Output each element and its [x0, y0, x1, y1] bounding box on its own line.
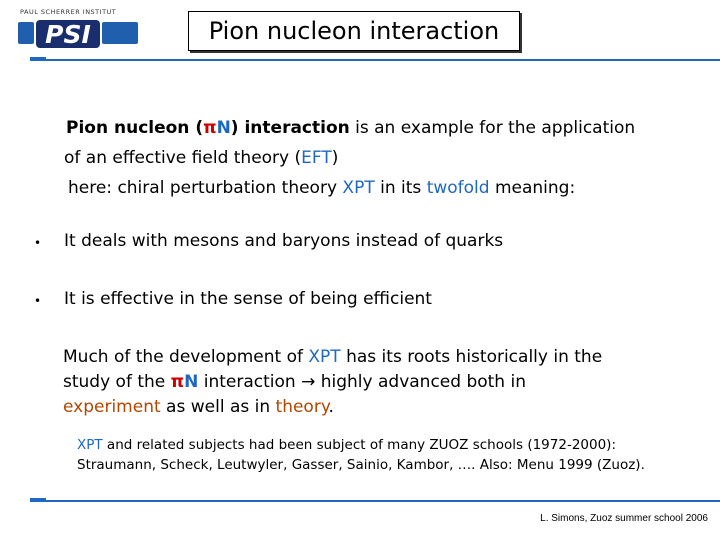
logo-caption: PAUL SCHERRER INSTITUT	[20, 8, 117, 16]
bullet-2-marker: •	[34, 294, 42, 308]
intro-line-3	[68, 176, 575, 200]
page-title: Pion nucleon interaction	[188, 11, 520, 51]
footer-rule	[30, 500, 720, 502]
intro-bold-2: ) interaction	[230, 118, 350, 138]
header-rule	[30, 59, 720, 61]
note-line-2: Straumann, Scheck, Leutwyler, Gasser, Sainio, Kambor, …. Also: Menu 1999 (Zuoz).	[77, 457, 645, 473]
experiment-term: experiment	[63, 397, 161, 417]
xpt-term-3: XPT	[77, 437, 103, 453]
note-line-1	[77, 435, 616, 455]
theory-term: theory	[275, 397, 329, 417]
intro-text-2a: of an effective field theory (	[64, 148, 302, 168]
xpt-term: XPT	[342, 178, 375, 198]
note-text-1: and related subjects had been subject of many ZUOZ schools (1972-2000):	[102, 437, 616, 453]
para-text-1a: Much of the development of	[63, 347, 309, 367]
intro-text-3c: meaning:	[489, 178, 576, 198]
psi-logo-graphic	[18, 18, 138, 52]
para-line-1	[63, 345, 602, 369]
intro-text-3b: in its	[374, 178, 427, 198]
para-text-1b: has its roots historically in the	[340, 347, 603, 367]
intro-text-3a: here: chiral perturbation theory	[68, 178, 343, 198]
para-line-3	[63, 395, 334, 419]
intro-text-2b: )	[331, 148, 339, 168]
logo-text: PSI	[45, 20, 91, 49]
nucleon-symbol-2: N	[184, 372, 199, 392]
intro-bold-1: Pion nucleon (	[66, 118, 204, 138]
para-text-2a: study of the	[63, 372, 171, 392]
eft-term: EFT	[301, 148, 332, 168]
nucleon-symbol: N	[216, 118, 231, 138]
intro-rest-1: is an example for the application	[349, 118, 636, 138]
twofold-term: twofold	[426, 178, 490, 198]
para-text-2b: interaction → highly advanced both in	[198, 372, 526, 392]
pi-symbol-2: π	[170, 372, 185, 392]
bullet-1-text: It deals with mesons and baryons instead of quarks	[64, 231, 504, 251]
xpt-term-2: XPT	[308, 347, 341, 367]
intro-line-2	[64, 146, 338, 170]
pi-symbol: π	[203, 118, 217, 138]
psi-logo	[18, 8, 138, 52]
para-line-2	[63, 370, 526, 394]
bullet-1-marker: •	[34, 236, 42, 250]
para-text-3a: as well as in	[160, 397, 276, 417]
footer-credit: L. Simons, Zuoz summer school 2006	[540, 513, 708, 524]
bullet-2-text: It is effective in the sense of being efficient	[64, 289, 432, 309]
intro-line-1	[66, 116, 635, 140]
para-text-3b: .	[328, 397, 334, 417]
